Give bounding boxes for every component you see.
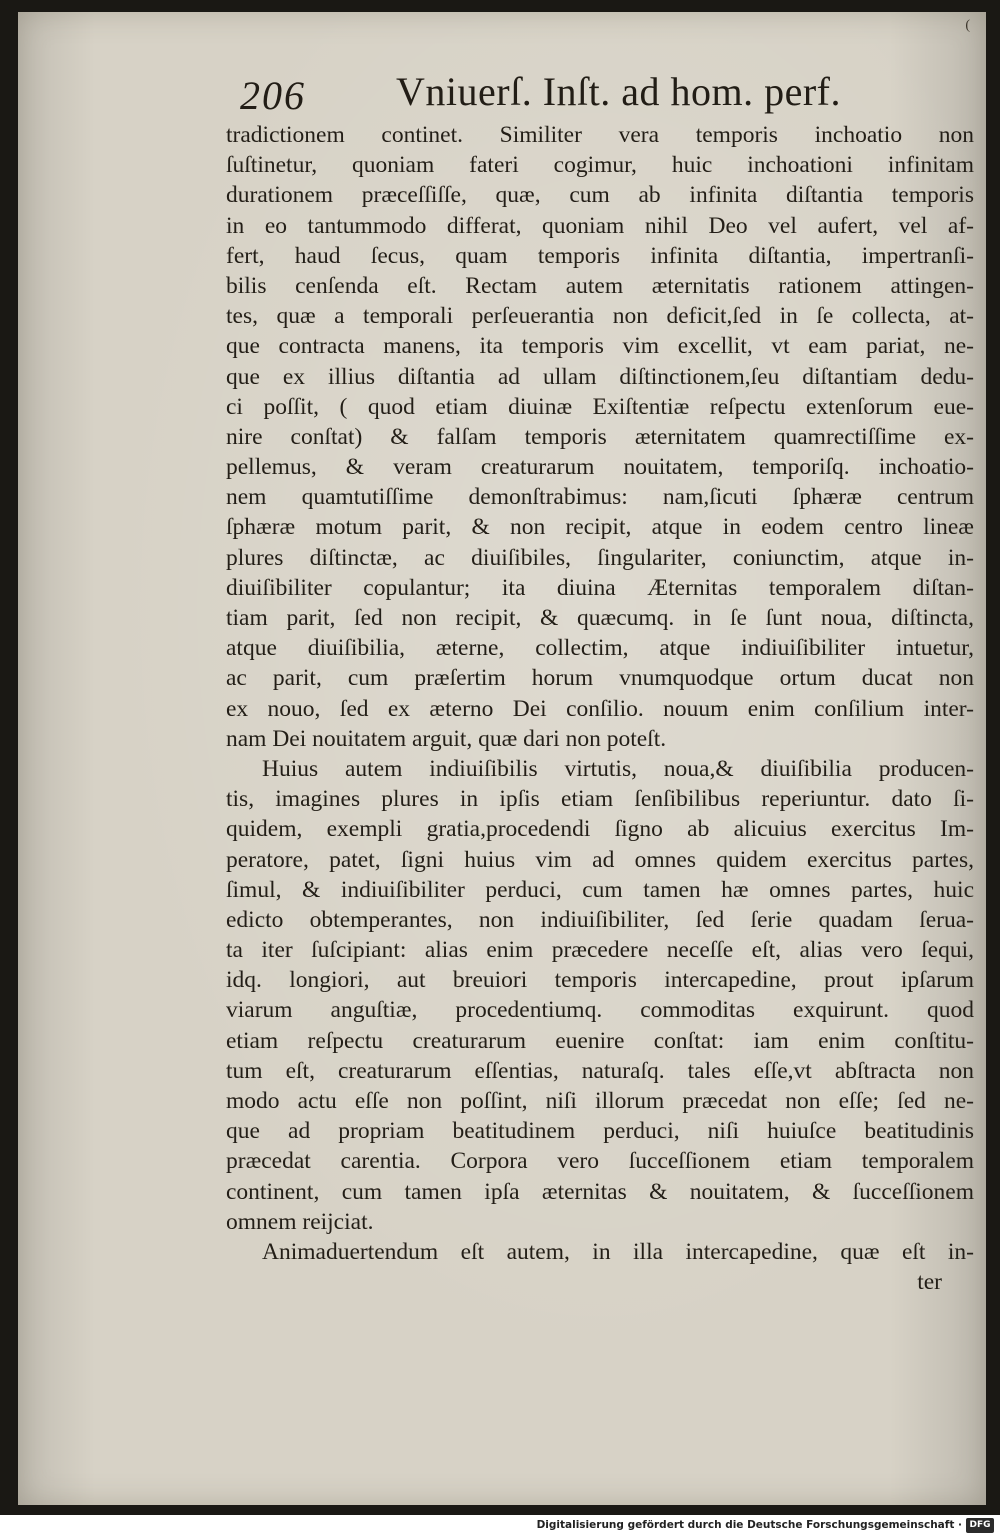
text-line: que ad propriam beatitudinem perduci, niſi huiuſce beatitudinis bbox=[226, 1118, 974, 1145]
text-line: diuiſibiliter copulantur; ita diuina Æternitas temporalem diſtan- bbox=[226, 574, 974, 601]
running-title: Vniuerſ. Inſt. ad hom. perf. bbox=[396, 69, 841, 114]
text-line: peratore, patet, ſigni huius vim ad omnes quidem exercitus partes, bbox=[226, 846, 974, 873]
text-line: tum eſt, creaturarum eſſentias, naturaſq. tales eſſe,vt abſtracta non bbox=[226, 1057, 974, 1084]
text-line: ſimul, & indiuiſibiliter perduci, cum tamen hæ omnes partes, huic bbox=[226, 876, 974, 903]
dfg-logo-icon: DFG bbox=[966, 1518, 994, 1533]
text-line: que contracta manens, ita temporis vim excellit, vt eam pariat, ne- bbox=[226, 333, 974, 360]
text-line: continent, cum tamen ipſa æternitas & nouitatem, & ſucceſſionem bbox=[226, 1178, 974, 1205]
text-line: idq. longiori, aut breuiori temporis intercapedine, prout ipſarum bbox=[226, 967, 974, 994]
text-line: omnem reijciat. bbox=[226, 1208, 374, 1235]
text-line: durationem præceſſiſſe, quæ, cum ab infinita diſtantia temporis bbox=[226, 182, 974, 209]
text-line: quidem, exempli gratia,procedendi ſigno ab alicuius exercitus Im- bbox=[226, 816, 974, 843]
text-line: ſphæræ motum parit, & non recipit, atque in eodem centro lineæ bbox=[226, 514, 974, 541]
funding-credit: Digitalisierung gefördert durch die Deutsche Forschungsgemeinschaft · bbox=[536, 1519, 962, 1531]
body-text bbox=[226, 120, 974, 1297]
page-header bbox=[228, 66, 948, 126]
text-line: plures diſtinctæ, ac diuiſibiles, ſingulariter, coniunctim, atque in- bbox=[226, 544, 974, 571]
text-line: ci poſſit, ( quod etiam diuinæ Exiſtentiæ reſpectu extenſorum eue- bbox=[226, 393, 974, 420]
text-line: ta iter ſuſcipiant: alias enim præcedere neceſſe eſt, alias vero ſequi, bbox=[226, 937, 974, 964]
text-line: edicto obtemperantes, non indiuiſibiliter, ſed ſerie quadam ſerua- bbox=[226, 906, 974, 933]
text-line: ſuſtinetur, quoniam fateri cogimur, huic inchoationi infinitam bbox=[226, 152, 974, 179]
text-line: tradictionem continet. Similiter vera temporis inchoatio non bbox=[226, 122, 974, 148]
text-line: pellemus, & veram creaturarum nouitatem, temporiſq. inchoatio- bbox=[226, 454, 974, 481]
text-line: Animaduertendum eſt autem, in illa intercapedine, quæ eſt in- bbox=[262, 1238, 974, 1265]
text-line: præcedat carentia. Corpora vero ſucceſſionem etiam temporalem bbox=[226, 1148, 974, 1175]
text-line: etiam reſpectu creaturarum euenire conſtat: iam enim conſtitu- bbox=[226, 1027, 974, 1054]
text-line: nire conſtat) & falſam temporis æternitatem quamrectiſſime ex- bbox=[226, 423, 974, 450]
text-line: atque diuiſibilia, æterne, collectim, atque indiuiſibiliter intuetur, bbox=[226, 635, 974, 662]
page-number: 206 bbox=[240, 73, 306, 118]
catchword: ter bbox=[917, 1269, 942, 1296]
text-line: bilis cenſenda eſt. Rectam autem æternitatis rationem attingen- bbox=[226, 272, 974, 299]
text-line: fert, haud ſecus, quam temporis infinita diſtantia, impertranſi- bbox=[226, 242, 974, 269]
text-line: viarum anguſtiæ, procedentiumq. commoditas exquirunt. quod bbox=[226, 997, 974, 1024]
text-line: tiam parit, ſed non recipit, & quæcumq. in ſe ſunt noua, diſtincta, bbox=[226, 605, 974, 631]
text-line: nam Dei nouitatem arguit, quæ dari non poteſt. bbox=[226, 725, 667, 752]
text-line: ac parit, cum præſertim horum vnumquodque ortum ducat non bbox=[226, 665, 974, 692]
digitization-footer bbox=[0, 1515, 1000, 1538]
text-line: nem quamtutiſſime demonſtrabimus: nam,ſicuti ſphæræ centrum bbox=[226, 484, 974, 511]
text-line: tis, imagines plures in ipſis etiam ſenſibilibus reperiuntur. dato ſi- bbox=[226, 786, 974, 813]
text-line: ex nouo, ſed ex æterno Dei conſilio. nouum enim conſilium inter- bbox=[226, 695, 974, 722]
text-line: que ex illius diſtantia ad ullam diſtinctionem,ſeu diſtantiam dedu- bbox=[226, 363, 974, 390]
text-line: in eo tantummodo differat, quoniam nihil Deo vel aufert, vel af- bbox=[226, 212, 974, 239]
text-line: Huius autem indiuiſibilis virtutis, noua,& diuiſibilia producen- bbox=[262, 755, 974, 782]
corner-mark: ( bbox=[965, 18, 970, 33]
text-line: modo actu eſſe non poſſint, niſi illorum præcedat non eſſe; ſed ne- bbox=[226, 1088, 974, 1114]
text-line: tes, quæ a temporali perſeuerantia non deficit,ſed in ſe collecta, at- bbox=[226, 303, 974, 330]
